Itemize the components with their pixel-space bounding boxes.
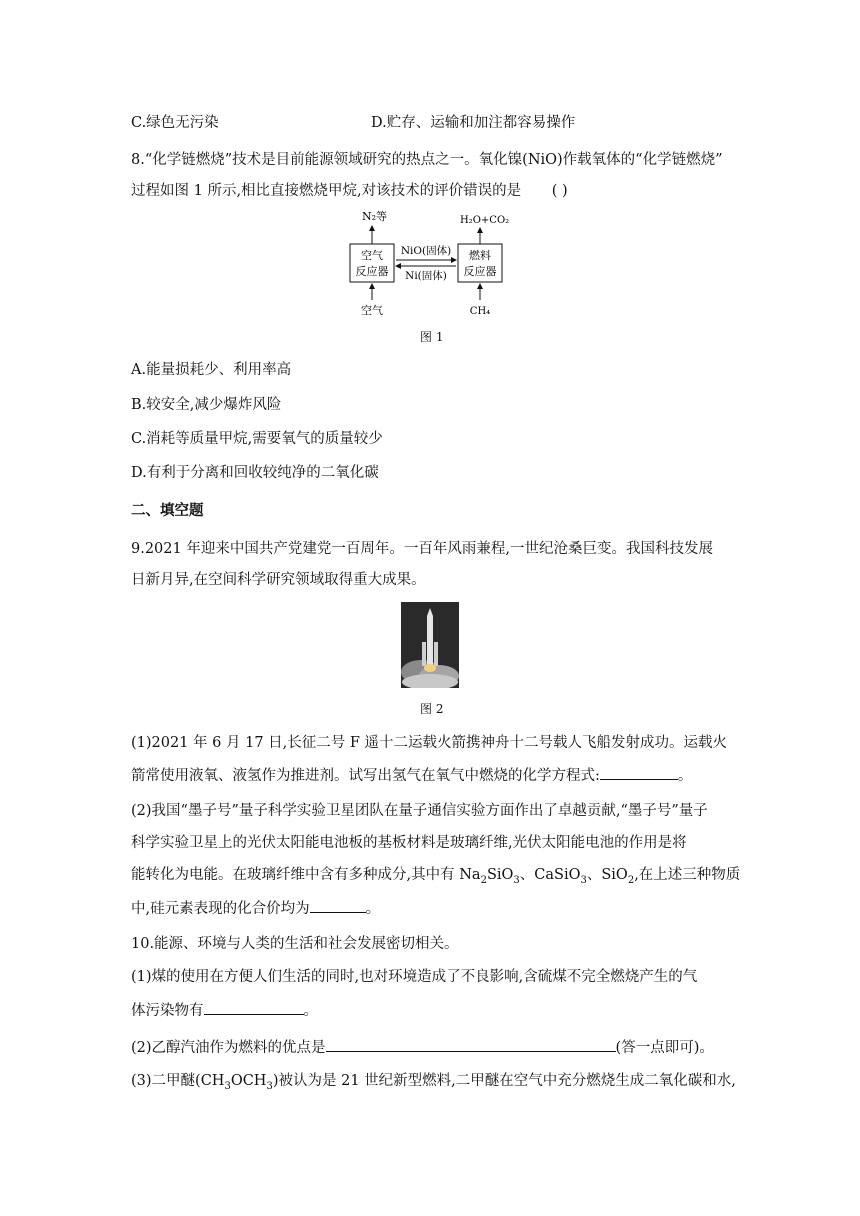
q9-part1-text: 箭常使用液氧、液氢作为推进剂。试写出氢气在氧气中燃烧的化学方程式: (131, 768, 600, 784)
q8-option-b: B.较安全,减少爆炸风险 (131, 397, 282, 413)
air-reactor-label-1: 空气 (361, 249, 383, 262)
figure2-caption: 图 2 (420, 702, 444, 716)
rocket-launch-image (401, 602, 459, 688)
q9-part2-text-b: SiO (486, 867, 514, 883)
diagram-air-input: 空气 (361, 304, 383, 317)
diagram-top-right-label: H₂O+CO₂ (460, 215, 510, 226)
q7-option-c: C.绿色无污染 (131, 115, 219, 131)
q9-part2-line4 (131, 898, 380, 919)
q9-stem-line1: 9.2021 年迎来中国共产党建党一百周年。一百年风雨兼程,一世纪沧桑巨变。我国科技发展 (131, 541, 713, 557)
diagram-ch4-input: CH₄ (469, 306, 491, 317)
q10-part1-line1: (1)煤的使用在方便人们生活的同时,也对环境造成了不良影响,含硫煤不完全燃烧产生的气 (131, 969, 698, 985)
q8-stem-text: 过程如图 1 所示,相比直接燃烧甲烷,对该技术的评价错误的是 (131, 183, 522, 199)
q10-part2-text: (2)乙醇汽油作为燃料的优点是 (131, 1040, 326, 1056)
q9-part2-answer-blank[interactable] (310, 898, 366, 913)
sub-ch3-1: 3 (224, 1080, 231, 1092)
q9-part1-line2 (131, 765, 692, 786)
q8-option-c: C.消耗等质量甲烷,需要氧气的质量较少 (131, 431, 383, 447)
q10-part2-hint: (答一点即可)。 (615, 1040, 714, 1056)
q10-part1-end: 。 (303, 1003, 318, 1019)
figure1-caption: 图 1 (420, 330, 444, 344)
section-title: 二、填空题 (131, 503, 204, 519)
q9-part1-end: 。 (677, 768, 693, 784)
q8-option-a: A.能量损耗少、利用率高 (131, 362, 292, 378)
q9-part2-text-d: 、SiO (586, 867, 628, 883)
q10-part3 (131, 1071, 736, 1097)
q10-stem: 10.能源、环境与人类的生活和社会发展密切相关。 (131, 936, 459, 952)
q8-option-d: D.有利于分离和回收较纯净的二氧化碳 (131, 465, 379, 481)
diagram-ni-label: Ni(固体) (405, 270, 447, 282)
q9-part2-text-e: ,在上述三种物质 (634, 867, 741, 883)
q10-part2 (131, 1037, 714, 1058)
q9-part2-end: 。 (365, 901, 381, 917)
chemical-looping-diagram (340, 206, 520, 318)
q10-part2-answer-blank[interactable] (326, 1037, 616, 1052)
q9-part2-line2: 科学实验卫星上的光伏太阳能电池板的基板材料是玻璃纤维,光伏太阳能电池的作用是将 (131, 835, 687, 851)
q9-part2-line3 (131, 865, 740, 891)
q10-part3-text-a: (3)二甲醚(CH (131, 1073, 225, 1089)
sub-o3-1: 3 (513, 874, 520, 886)
q10-part3-text-b: OCH (230, 1073, 267, 1089)
q9-part2-text-a: 能转化为电能。在玻璃纤维中含有多种成分,其中有 Na (131, 867, 481, 883)
q9-part1-answer-blank[interactable] (600, 765, 678, 780)
q9-part1-line1: (1)2021 年 6 月 17 日,长征二号 F 遥十二运载火箭携神舟十二号载人飞船发射成功。运载火 (131, 735, 728, 751)
air-reactor-label-2: 反应器 (355, 265, 389, 278)
q9-part2-line1: (2)我国“墨子号”量子科学实验卫星团队在量子通信实验方面作出了卓越贡献,“墨子号”量子 (131, 803, 708, 819)
diagram-nio-label: NiO(固体) (400, 245, 452, 257)
q8-answer-paren: ( ) (551, 183, 568, 199)
sub-o3-2: 3 (580, 874, 587, 886)
fuel-reactor-label-2: 反应器 (463, 265, 497, 278)
q10-part1-answer-blank[interactable] (204, 1000, 304, 1015)
q8-stem-line2 (131, 181, 568, 201)
q9-part2-text-c: 、CaSiO (519, 867, 581, 883)
sub-ch3-2: 3 (266, 1080, 273, 1092)
q9-stem-line2: 日新月异,在空间科学研究领域取得重大成果。 (131, 572, 426, 588)
diagram-top-left-label: N₂等 (362, 210, 388, 223)
sub-o2: 2 (627, 874, 635, 886)
q10-part1-text: 体污染物有 (131, 1003, 204, 1019)
q8-stem-line1: 8.“化学链燃烧”技术是目前能源领域研究的热点之一。氧化镍(NiO)作载氧体的“化学链燃烧” (131, 152, 723, 168)
fuel-reactor-label-1: 燃料 (469, 249, 491, 262)
q7-option-d: D.贮存、运输和加注都容易操作 (371, 115, 576, 131)
q10-part3-text-c: )被认为是 21 世纪新型燃料,二甲醚在空气中充分燃烧生成二氧化碳和水, (272, 1073, 736, 1089)
q10-part1-line2 (131, 1000, 318, 1021)
sub-na2: 2 (480, 874, 487, 886)
q9-part2-text-4: 中,硅元素表现的化合价均为 (131, 901, 310, 917)
